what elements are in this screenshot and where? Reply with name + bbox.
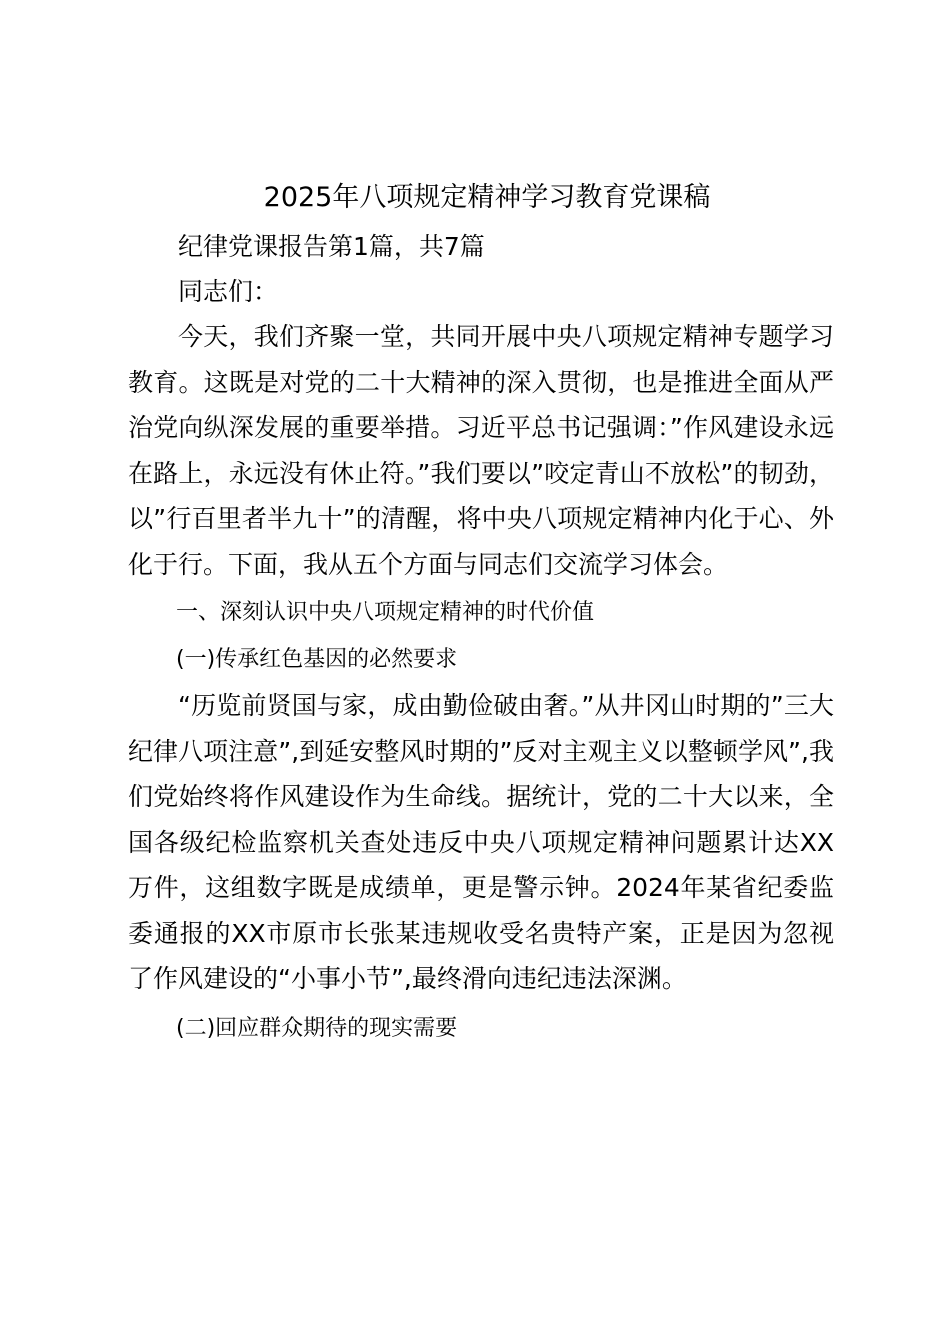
document-title: 2025年八项规定精神学习教育党课稿 (263, 182, 711, 213)
subsection-heading-1: (一)传承红色基因的必然要求 (176, 647, 458, 672)
document-subtitle: 纪律党课报告第1篇，共7篇 (178, 232, 485, 261)
subsection-heading-2: (二)回应群众期待的现实需要 (176, 1015, 458, 1041)
intro-paragraph: 今天，我们齐聚一堂，共同开展中央八项规定精神专题学习教育。这既是对党的二十大精神的深入贯彻，也是推进全面从严治党向纵深发展的重要举措。习近平总书记强调：”作风建设永远在路上，永远没有休止符。”我们要以”咬定青山不放松”的韧劲，以”行百里者半九十”的清醒，将中央八项规定精神内化于心、外化于行。下面，我从五个方面与同志们交流学习体会。 (128, 322, 834, 579)
subsection-paragraph-1: “历览前贤国与家，成由勤俭破由奢。”从井冈山时期的”三大纪律八项注意”,到延安整风时期的”反对主观主义以整顿学风”,我们党始终将作风建设作为生命线。据统计，党的二十大以来，全国各级纪检监察机关查处违反中央八项规定精神问题累计达XX万件，这组数字既是成绩单，更是警示钟。2024年某省纪委监委通报的XX市原市长张某违规收受名贵特产案，正是因为忽视了作风建设的“小事小节”,最终滑向违纪违法深渊。 (128, 691, 834, 993)
document-body (128, 172, 834, 1052)
salutation: 同志们： (178, 277, 279, 306)
section-heading-1: 一、深刻认识中央八项规定精神的时代价值 (176, 600, 595, 625)
